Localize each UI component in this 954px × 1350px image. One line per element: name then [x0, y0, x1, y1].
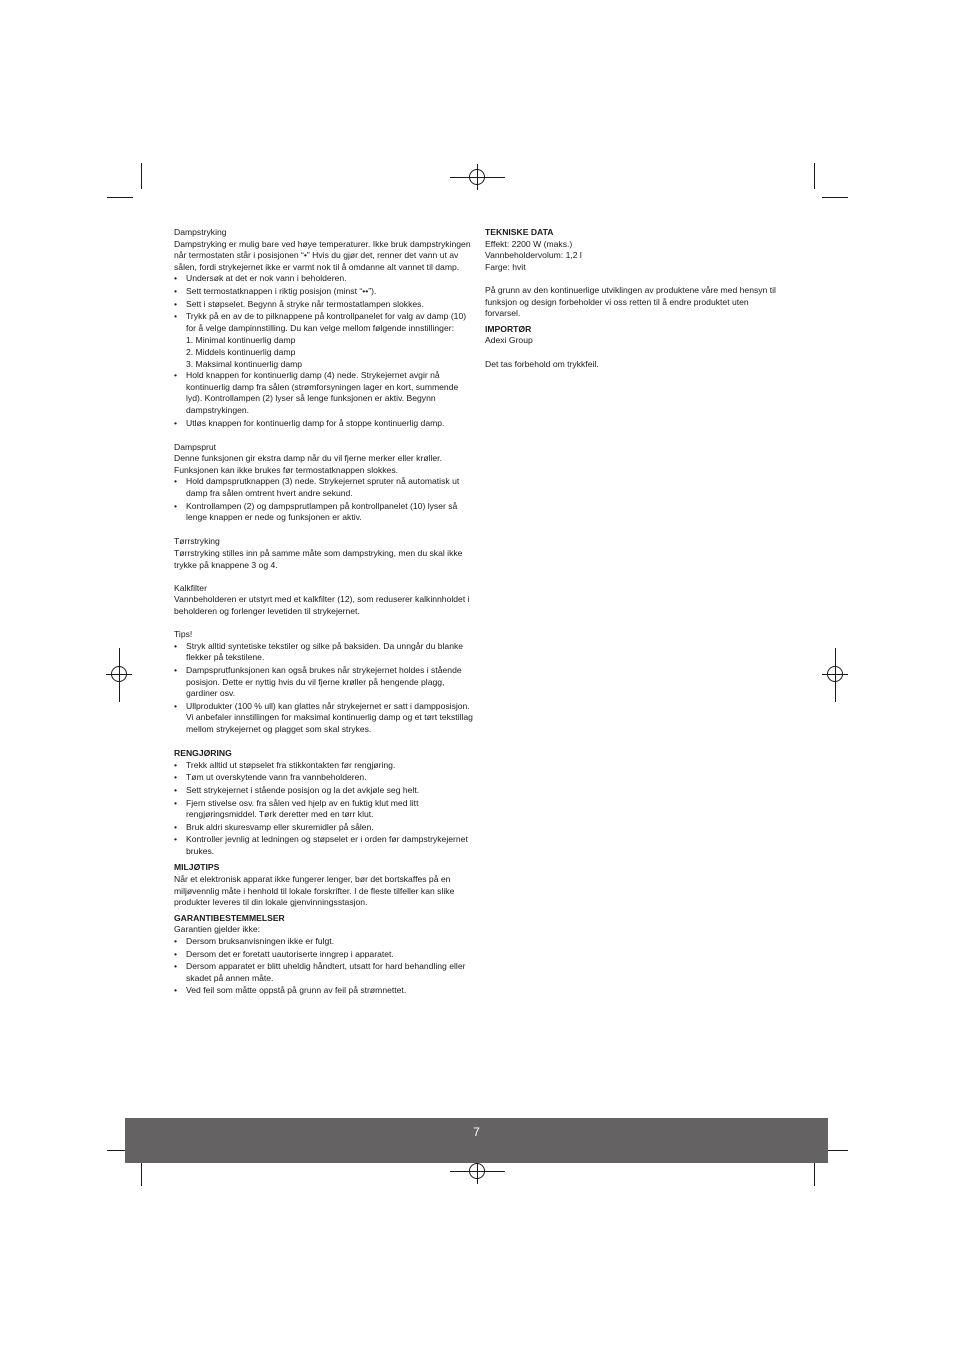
crop-mark	[822, 197, 848, 198]
page-number: 7	[473, 1125, 480, 1139]
left-column	[174, 227, 474, 998]
registration-circle-left	[111, 666, 127, 682]
bullet-list	[174, 476, 474, 523]
registration-circle-bottom	[469, 1163, 485, 1179]
list-item: • Ullprodukter (100 % ull) kan glattes når strykejernet er satt i dampposisjon. Vi anbefaler innstillingen for maksimal kontinuerlig damp og et tørt tekstillag mellom strykejernet og plagget som skal strykes.	[174, 701, 474, 736]
section-heading: IMPORTØR	[485, 323, 532, 334]
list-item: • Sett strykejernet i stående posisjon og la det avkjøle seg helt.	[174, 785, 474, 797]
section-heading: MILJØTIPS	[174, 862, 220, 873]
list-item: • Dersom det er foretatt uautoriserte inngrep i apparatet.	[174, 949, 474, 961]
list-item: • Kontroller jevnlig at ledningen og støpselet er i orden før dampstrykejernet brukes.	[174, 834, 474, 857]
section-heading: Kalkfilter	[174, 582, 207, 593]
spec-line: Effekt: 2200 W (maks.)	[485, 238, 573, 249]
bullet-list	[174, 936, 474, 997]
list-item: • Bruk aldri skuresvamp eller skuremidler på sålen.	[174, 822, 474, 834]
list-item: • Stryk alltid syntetiske tekstiler og silke på baksiden. Da unngår du blanke flekker på tekstilene.	[174, 641, 474, 664]
section-heading: Tips!	[174, 629, 193, 640]
right-column	[485, 227, 781, 370]
list-item: • Undersøk at det er nok vann i beholderen.	[174, 273, 474, 285]
importer-name: Adexi Group	[485, 335, 533, 346]
list-item: • Dersom bruksanvisningen ikke er fulgt.	[174, 936, 474, 948]
numbered-option: 3. Maksimal kontinuerlig damp	[186, 358, 303, 369]
list-item: • Sett termostatknappen i riktig posisjon (minst “••”).	[174, 286, 474, 298]
paragraph: Garantien gjelder ikke:	[174, 924, 260, 935]
spec-line: Vannbeholdervolum: 1,2 l	[485, 250, 582, 261]
list-item: • Hold dampsprutknappen (3) nede. Strykejernet spruter nå automatisk ut damp fra sålen omtrent hvert andre sekund.	[174, 476, 474, 499]
paragraph: Tørrstryking stilles inn på samme måte som dampstryking, men du skal ikke trykke på knappene 3 og 4.	[174, 548, 463, 570]
footer-bar	[125, 1118, 828, 1163]
paragraph: Når et elektronisk apparat ikke fungerer lenger, bør det bortskaffes på en miljøvennlig måte i henhold til lokale forskrifter. I de fleste tilfeller kan slike produkter leveres til din lokale gjenvinningsstasjon.	[174, 874, 455, 908]
paragraph: Denne funksjonen gir ekstra damp når du vil fjerne merker eller krøller. Funksjonen kan ikke brukes før termostatknappen slokkes.	[174, 453, 442, 475]
section-heading: Tørrstryking	[174, 536, 220, 547]
registration-circle-top	[469, 169, 485, 185]
registration-circle-right	[827, 666, 843, 682]
disclaimer: Det tas forbehold om trykkfeil.	[485, 358, 599, 369]
paragraph: Vannbeholderen er utstyrt med et kalkfilter (12), som reduserer kalkinnholdet i beholderen og forlenger levetiden til strykejernet.	[174, 594, 470, 616]
list-item: • Ved feil som måtte oppstå på grunn av feil på strømnettet.	[174, 985, 474, 997]
section-heading: TEKNISKE DATA	[485, 227, 554, 237]
crop-mark	[141, 1160, 142, 1186]
bullet-list	[174, 641, 474, 736]
bullet-list	[174, 760, 474, 858]
list-item: • Kontrollampen (2) og dampsprutlampen på kontrollpanelet (10) lyser så lenge knappen er nede og funksjonen er aktiv.	[174, 501, 474, 524]
list-item: • Sett i støpselet. Begynn å stryke når termostatlampen slokkes.	[174, 299, 474, 311]
section-heading: Dampstryking	[174, 227, 227, 237]
list-item: • Dampsprutfunksjonen kan også brukes når strykejernet holdes i stående posisjon. Dette er nyttig hvis du vil fjerne krøller på hengende plagg, gardiner osv.	[174, 665, 474, 700]
paragraph: Dampstryking er mulig bare ved høye temperaturer. Ikke bruk dampstrykingen når termostaten står i posisjonen “•” Hvis du gjør det, renner det vann ut av sålen, fordi strykejernet ikke er varmt nok til å omdanne alt vannet til damp.	[174, 238, 471, 272]
crop-mark	[107, 197, 133, 198]
bullet-list	[174, 273, 474, 334]
numbered-option: 1. Minimal kontinuerlig damp	[186, 335, 296, 346]
paragraph: På grunn av den kontinuerlige utviklingen av produktene våre med hensyn til funksjon og design forbeholder vi oss retten til å endre produktet uten forvarsel.	[485, 284, 776, 319]
spec-line: Farge: hvit	[485, 261, 526, 272]
crop-mark	[814, 163, 815, 189]
section-heading: RENGJØRING	[174, 748, 232, 759]
numbered-option: 2. Middels kontinuerlig damp	[186, 346, 296, 357]
section-heading: Dampsprut	[174, 441, 217, 452]
list-item: • Fjern stivelse osv. fra sålen ved hjelp av en fuktig klut med litt rengjøringsmiddel. Tørk deretter med en tørr klut.	[174, 798, 474, 821]
list-item: • Dersom apparatet er blitt uheldig håndtert, utsatt for hard behandling eller skadet på annen måte.	[174, 961, 474, 984]
crop-mark	[814, 1160, 815, 1186]
bullet-list	[174, 370, 474, 429]
list-item: • Trykk på en av de to pilknappene på kontrollpanelet for valg av damp (10) for å velge dampinnstilling. Du kan velge mellom følgende innstillinger:	[174, 311, 474, 334]
section-heading: GARANTIBESTEMMELSER	[174, 912, 285, 923]
crop-mark	[141, 163, 142, 189]
list-item: • Tøm ut overskytende vann fra vannbeholderen.	[174, 772, 474, 784]
list-item: • Utløs knappen for kontinuerlig damp for å stoppe kontinuerlig damp.	[174, 418, 474, 430]
list-item: • Trekk alltid ut støpselet fra stikkontakten før rengjøring.	[174, 760, 474, 772]
list-item: • Hold knappen for kontinuerlig damp (4) nede. Strykejernet avgir nå kontinuerlig damp fra sålen (strømforsyningen lager en kort, summende lyd). Kontrollampen (2) lyser så lenge funksjonen er aktiv. Begynn dampstrykingen.	[174, 370, 474, 416]
